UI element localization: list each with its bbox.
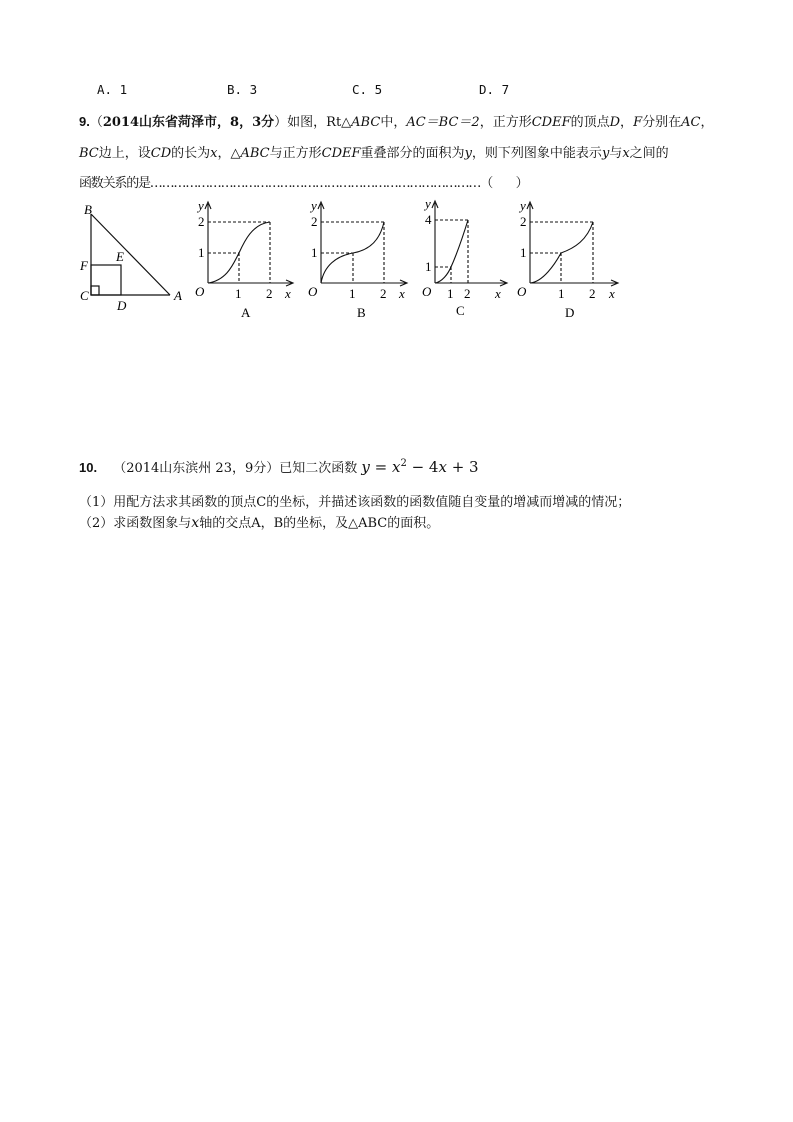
var: CDEF [531, 115, 571, 130]
text: 的顶点 [570, 115, 610, 130]
question-10-line-1 [79, 457, 479, 476]
text: 分别在 [642, 115, 682, 130]
x-tick: 2 [380, 286, 387, 301]
var: x [191, 515, 200, 531]
label-d: D [117, 298, 127, 313]
text: 轴的交点A，B的坐标，及△ABC的面积。 [199, 516, 440, 531]
label-c: C [80, 288, 89, 303]
graph-caption: A [241, 305, 251, 320]
text: （2）求函数图象与 [79, 516, 192, 531]
origin-label: O [517, 284, 527, 299]
text: ，△ [217, 146, 241, 161]
y-axis-label: y [311, 198, 317, 213]
question-9-line-2 [79, 142, 669, 161]
var: CD [150, 146, 172, 161]
y-tick: 2 [311, 214, 318, 229]
y-tick: 1 [425, 259, 432, 274]
text: 之间的 [629, 146, 669, 161]
text: ， [700, 115, 714, 130]
label-b: B [84, 202, 92, 217]
x-axis-label: x [495, 286, 501, 301]
question-9-line-3: 函数关系的是…………………………………………………………………………（ ） [79, 176, 528, 191]
graph-b [302, 196, 412, 320]
square-cdef [91, 265, 121, 295]
y-axis-label: y [425, 196, 431, 211]
var: ABC [351, 115, 381, 130]
var: x [622, 146, 630, 161]
graph-a [188, 196, 296, 320]
x-tick: 1 [558, 286, 565, 301]
option-a: A. 1 [97, 82, 128, 97]
option-d: D. 7 [479, 82, 510, 97]
exponent: 2 [400, 458, 407, 469]
question-9-line-1 [79, 111, 713, 130]
question-source: 2014山东省菏泽市，8，3分 [102, 115, 275, 130]
text: ，则下列图象中能表示 [471, 146, 602, 161]
x-tick: 1 [349, 286, 356, 301]
y-axis-label: y [198, 198, 204, 213]
op: + 3 [446, 458, 479, 476]
y-tick: 1 [520, 245, 527, 260]
triangle-figure [72, 198, 187, 313]
var: y [361, 458, 370, 476]
question-10-part-1: （1）用配方法求其函数的顶点C的坐标，并描述该函数的函数值随自变量的增减而增减的情况； [79, 495, 631, 510]
option-b: B. 3 [227, 82, 258, 97]
var: x [438, 458, 447, 476]
text: ，正方形 [479, 115, 532, 130]
x-tick: 2 [464, 286, 471, 301]
option-c: C. 5 [352, 82, 383, 97]
text: ， [620, 115, 634, 130]
var: x [210, 146, 218, 161]
question-number: 9. [79, 114, 90, 129]
x-axis-label: x [285, 286, 291, 301]
text: 边上，设 [98, 146, 151, 161]
text: 重叠部分的面积为 [360, 146, 465, 161]
graph-caption: D [565, 305, 575, 320]
graph-d [513, 196, 623, 320]
equation: AC＝BC＝2 [406, 115, 480, 130]
formula [361, 458, 478, 476]
graph-caption: C [456, 303, 465, 318]
var: y [601, 146, 610, 161]
right-angle-mark [91, 286, 99, 295]
x-tick: 2 [589, 286, 596, 301]
y-tick: 2 [198, 214, 205, 229]
graph-c [418, 194, 510, 320]
var: x [391, 458, 401, 476]
question-number: 10. [79, 460, 98, 475]
var: D [609, 115, 621, 130]
y-tick: 4 [425, 212, 432, 227]
var: CDEF [321, 146, 361, 161]
var: ABC [240, 146, 270, 161]
label-a: A [174, 288, 182, 303]
graph-caption: B [357, 305, 366, 320]
text: 的长为 [171, 146, 211, 161]
y-tick: 1 [198, 245, 205, 260]
label-e: E [116, 249, 124, 264]
x-axis-label: x [609, 286, 615, 301]
x-tick: 1 [447, 286, 454, 301]
op: = [369, 458, 392, 476]
paren: （ [89, 115, 103, 130]
x-tick: 1 [235, 286, 242, 301]
side-ab [91, 214, 170, 295]
var: F [633, 115, 643, 130]
text: 中， [380, 115, 407, 130]
y-tick: 1 [311, 245, 318, 260]
question-source: （2014山东滨州 23，9分）已知二次函数 [113, 461, 358, 476]
paren: ） [274, 115, 288, 130]
var: AC [681, 115, 701, 130]
x-axis-label: x [399, 286, 405, 301]
y-tick: 2 [520, 214, 527, 229]
text: 与 [609, 146, 623, 161]
x-tick: 2 [266, 286, 273, 301]
question-10-part-2 [79, 512, 439, 531]
text: 与正方形 [269, 146, 322, 161]
y-axis-label: y [520, 198, 526, 213]
label-f: F [80, 258, 88, 273]
var: BC [79, 146, 99, 161]
text: 如图，Rt△ [287, 115, 352, 130]
origin-label: O [422, 284, 432, 299]
origin-label: O [308, 284, 318, 299]
var: y [464, 146, 472, 161]
origin-label: O [195, 284, 205, 299]
op: − 4 [406, 458, 439, 476]
